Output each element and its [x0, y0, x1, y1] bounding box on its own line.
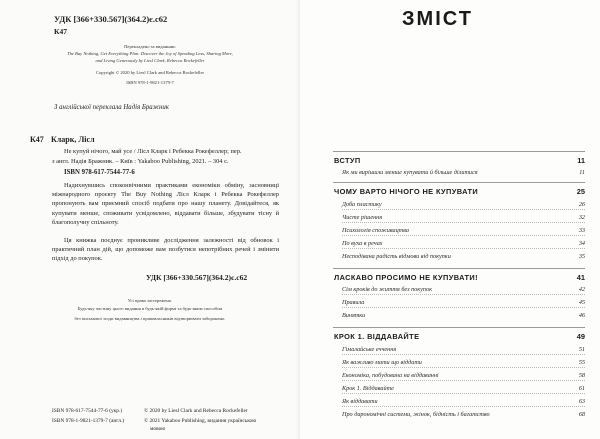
note-line: Перекладено за виданням: [124, 44, 176, 49]
toc-section-page: 41 [576, 273, 585, 282]
toc-item-label: Доба пластику [342, 201, 382, 208]
toc-item-label: Чисте рішення [342, 214, 383, 221]
author-mark: К47 [30, 135, 44, 144]
toc-item-label: Гімалайське еччення [342, 346, 397, 353]
toc-dotted-rule [342, 294, 585, 295]
toc-dotted-rule [342, 248, 585, 249]
toc-item-page: 34 [578, 240, 585, 247]
annotation-text: Надихнувшись споконвічними практиками економіки обміну, засновниці міжнародного проєкту The Buy Nothing Лісл Кларк і Ребекка Рокефеллер пропонують вам приємний спосіб подбати про нашу планету. Довідайтеся, як купувати менше, споживати усвідомлено, віддавати більше, збудувати тісну й благополучну спільноту. [52, 182, 279, 226]
note-line: and Living Generously by Liesl Clark, Rebecca Rockefeller [95, 58, 205, 63]
isbn-main: ISBN 978-617-7544-77-6 [64, 169, 135, 176]
toc-dotted-rule [342, 367, 585, 368]
toc-dotted-rule [342, 209, 585, 210]
toc-item-page: 51 [578, 346, 585, 353]
toc-item-page: 68 [578, 411, 585, 418]
toc-dotted-rule [342, 354, 585, 355]
toc-item-page: 61 [578, 385, 585, 392]
toc-section-page: 49 [576, 332, 585, 341]
toc-section-title: ВСТУП [334, 156, 361, 165]
note-line: Copyright © 2020 by Liesl Clark and Rebecca Rockefeller [95, 70, 205, 75]
biblio-line: з англ. Надія Бражник. – Київ : Yakaboo Publishing, 2021. – 304 с. [52, 158, 229, 165]
rights-line: Будь-яку частину цього видання в будь-якій формі та будь-яким способом [77, 306, 223, 311]
toc-item-page: 45 [578, 299, 585, 306]
copyright-authors: © 2020 by Liesl Clark and Rebecca Rockefeller [144, 408, 248, 414]
toc-section-title: ЧОМУ ВАРТО НІЧОГО НЕ КУПУВАТИ [334, 187, 479, 196]
copyright-publisher-cont: мовою [150, 426, 166, 432]
toc-item-label: Економіка, побудована на віддаванні [342, 372, 439, 379]
toc-section-page: 25 [576, 187, 585, 196]
toc-item-page: 63 [578, 398, 585, 405]
toc-item-label: По вуха в речах [342, 240, 383, 247]
toc-item-page: 55 [578, 359, 585, 366]
toc-item-label: Як ми вирішили менше купувати й більше ділитися [342, 169, 478, 176]
toc-item-label: Як важливо мати що віддати [342, 359, 422, 366]
toc-item-label: Психологія споживацтва [342, 227, 409, 234]
note-line: ISBN 978-1-9821-1379-7 [126, 80, 174, 85]
toc-item-label: Сім кроків до життя без покупок [342, 286, 432, 293]
note-line: The Buy Nothing, Get Everything Plan: Discover the Joy of Spending Less, Sharing More, [67, 51, 233, 56]
toc-item-page: 42 [578, 286, 585, 293]
toc-item-label: Крок 1. Віддавайте [342, 385, 394, 392]
toc-item-page: 58 [578, 372, 585, 379]
copyright-publisher: © 2021 Yakaboo Publishing, видання українською [144, 418, 257, 424]
biblio-line: Не купуй нічого, май усе / Лісл Кларк і Ребекка Рокефеллер; пер. [64, 148, 242, 155]
toc-item-label: Правила [342, 299, 365, 306]
toc-item-label: Несподівана радість відмови від покупки [342, 253, 451, 260]
toc-dotted-rule [342, 235, 585, 236]
rights-line: без письмової згоди видавництва і правовласників відтворювати заборонено. [74, 316, 226, 321]
author-mark-top: К47 [54, 27, 67, 36]
toc-dotted-rule [342, 307, 585, 308]
toc-item-page: 46 [578, 312, 585, 319]
annotation-text-2: Ця книжка поєднує проникливе дослідження залежності від обновок і практичний план дій, що допоможе вам позбутися непотрібних речей і змінити підхід до покупок. [52, 237, 279, 263]
section-divider [333, 327, 585, 328]
rights-line: Усі права застережено. [127, 298, 173, 303]
toc-item-label: Про дарономічні системи, жінок, бідність і багатство [342, 411, 490, 418]
toc-dotted-rule [342, 380, 585, 381]
toc-item-page: 33 [578, 227, 585, 234]
section-divider [333, 182, 585, 183]
toc-item-label: Як віддавати [342, 398, 378, 405]
section-divider [333, 151, 585, 152]
section-divider [333, 268, 585, 269]
isbn-eng: ISBN 978-1-9821-1379-7 (англ.) [52, 418, 125, 424]
toc-section-title: ЛАСКАВО ПРОСИМО НЕ КУПУВАТИ! [334, 273, 478, 282]
translator-credit: З англійської переклала Надія Бражник [54, 104, 169, 111]
toc-item-label: Винятки [342, 312, 366, 319]
toc-dotted-rule [342, 222, 585, 223]
toc-item-page: 11 [579, 169, 585, 176]
toc-dotted-rule [342, 406, 585, 407]
udk-code-bottom: УДК [366+330.567](364.2)є.с62 [146, 273, 248, 282]
isbn-ukr: ISBN 978-617-7544-77-6 (укр.) [52, 408, 123, 414]
contents-title: ЗМІСТ [402, 8, 473, 30]
biblio-author: Кларк, Лісл [51, 135, 95, 144]
toc-section-title: КРОК 1. ВІДДАВАЙТЕ [334, 332, 420, 341]
toc-item-page: 26 [578, 201, 585, 208]
toc-dotted-rule [342, 393, 585, 394]
toc-item-page: 32 [578, 214, 585, 221]
toc-item-page: 35 [578, 253, 585, 260]
udk-code-top: УДК [366+330.567](364.2)є.с62 [54, 14, 168, 24]
toc-section-page: 11 [577, 156, 585, 165]
